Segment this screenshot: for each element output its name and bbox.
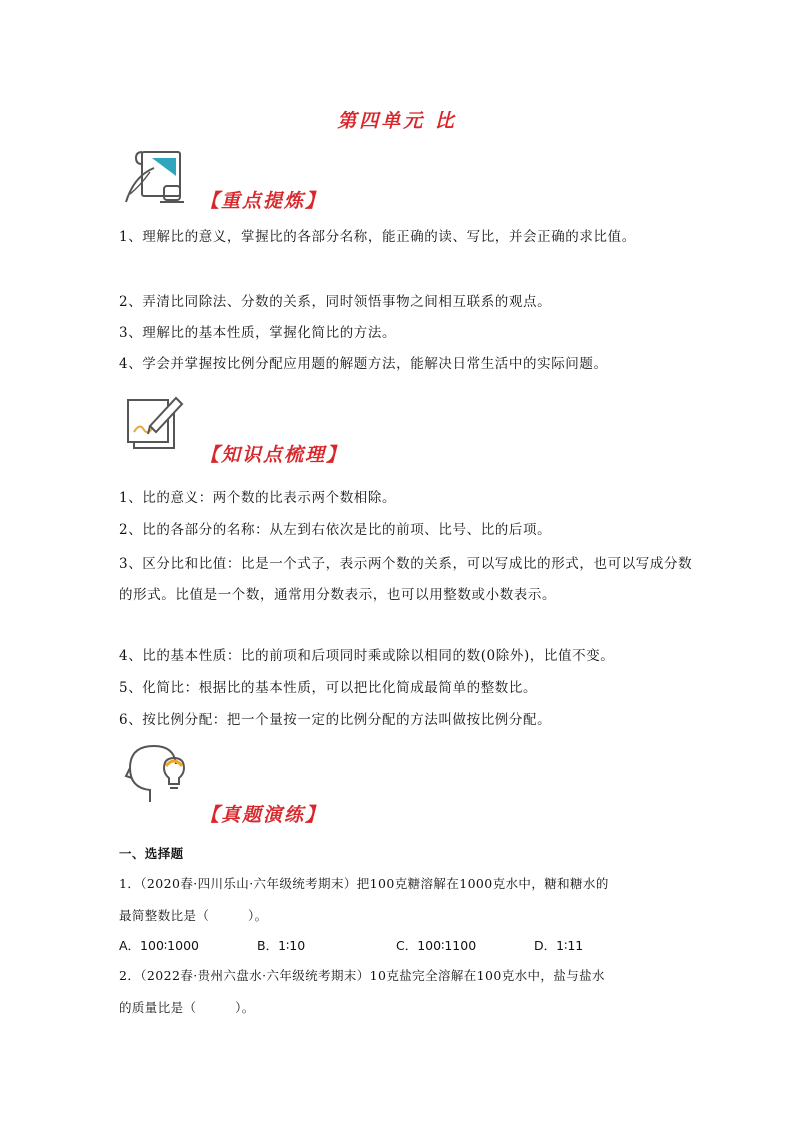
knowledge-item: 2、比的各部分的名称：从左到右依次是比的前项、比号、比的后项。	[119, 522, 552, 538]
page-title: 第四单元 比	[337, 110, 457, 132]
section-label-knowledge: 【知识点梳理】	[200, 444, 348, 466]
practice-heading: 一、选择题	[119, 846, 184, 861]
question-1-line: 最简整数比是（ ）。	[119, 908, 268, 923]
head-lightbulb-icon	[120, 738, 192, 806]
question-1-option-a[interactable]: A．100∶1000	[119, 938, 199, 953]
question-1-option-d[interactable]: D．1∶11	[534, 938, 584, 953]
knowledge-item: 4、比的基本性质：比的前项和后项同时乘或除以相同的数(0除外)，比值不变。	[119, 648, 615, 664]
key-point-item: 4、学会并掌握按比例分配应用题的解题方法，能解决日常生活中的实际问题。	[119, 356, 608, 372]
knowledge-item: 1、比的意义：两个数的比表示两个数相除。	[119, 490, 397, 506]
key-point-item: 2、弄清比同除法、分数的关系，同时领悟事物之间相互联系的观点。	[119, 294, 552, 310]
section-label-practice: 【真题演练】	[200, 804, 327, 826]
question-2-line: 的质量比是（ ）。	[119, 1000, 255, 1015]
question-1-option-b[interactable]: B．1∶10	[257, 938, 306, 953]
question-1-line: 1．（2020春·四川乐山·六年级统考期末）把100克糖溶解在1000克水中，糖和糖水的	[119, 876, 609, 891]
question-1-option-c[interactable]: C．100∶1100	[396, 938, 477, 953]
key-point-item: 1、理解比的意义，掌握比的各部分名称，能正确的读、写比，并会正确的求比值。	[119, 229, 636, 245]
section-label-key-points: 【重点提炼】	[200, 190, 327, 212]
key-point-item: 3、理解比的基本性质，掌握化简比的方法。	[119, 325, 397, 341]
scroll-quill-icon	[120, 146, 188, 208]
knowledge-item: 6、按比例分配：把一个量按一定的比例分配的方法叫做按比例分配。	[119, 712, 552, 728]
paper-pencil-icon	[120, 392, 190, 454]
question-2-line: 2．（2022春·贵州六盘水·六年级统考期末）10克盐完全溶解在100克水中，盐与盐水	[119, 968, 605, 983]
knowledge-item: 5、化简比：根据比的基本性质，可以把比化简成最简单的整数比。	[119, 680, 538, 696]
knowledge-item: 3、区分比和比值：比是一个式子，表示两个数的关系，可以写成比的形式，也可以写成分数的形式。比值是一个数，通常用分数表示，也可以用整数或小数表示。	[119, 556, 693, 603]
